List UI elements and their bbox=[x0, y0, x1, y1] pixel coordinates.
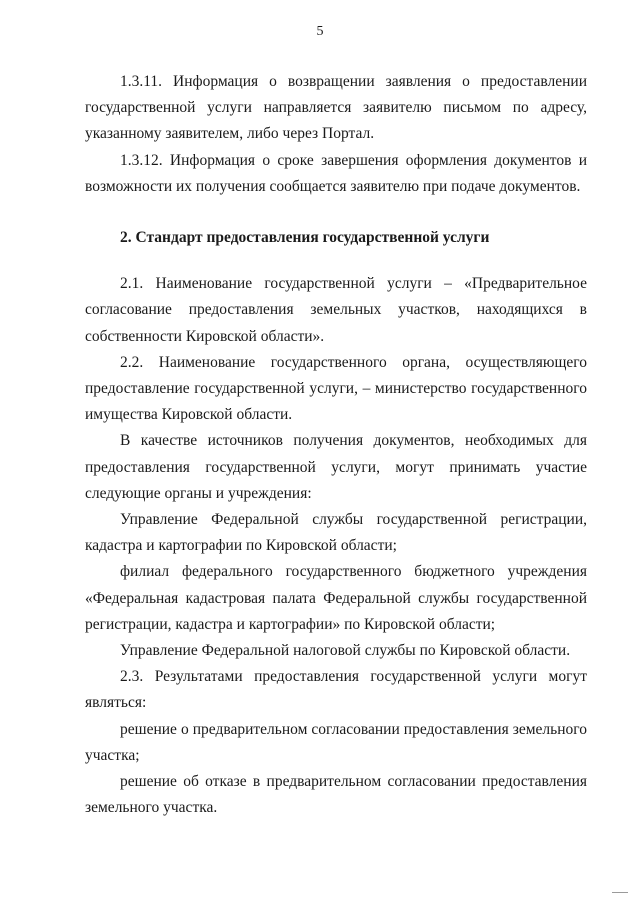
page-number: 5 bbox=[316, 24, 324, 39]
section-heading: 2. Стандарт предоставления государственной услуги bbox=[120, 229, 490, 247]
paragraph-1-3-11: 1.3.11. Информация о возвращении заявления о предоставлении государственной услуги направляется заявителю письмом по адресу, указанному заявителем, либо через Портал. bbox=[85, 73, 587, 143]
scan-mark bbox=[612, 892, 628, 893]
paragraph-rosreestr: Управление Федеральной службы государственной регистрации, кадастра и картографии по Кировской области; bbox=[85, 511, 587, 555]
paragraph-2-3: 2.3. Результатами предоставления государственной услуги могут являться: bbox=[85, 668, 587, 712]
paragraph-tax-service: Управление Федеральной налоговой службы по Кировской области. bbox=[120, 642, 571, 660]
paragraph-2-1: 2.1. Наименование государственной услуги – «Предварительное согласование предоставления земельных участков, находящихся в собственности Кировской области». bbox=[85, 275, 587, 345]
paragraph-sources-intro: В качестве источников получения документов, необходимых для предоставления государственной услуги, могут принимать участие следующие органы и учреждения: bbox=[85, 432, 587, 502]
paragraph-result-approval: решение о предварительном согласовании предоставления земельного участка; bbox=[85, 720, 587, 764]
paragraph-1-3-12: 1.3.12. Информация о сроке завершения оформления документов и возможности их получения сообщается заявителю при подаче документов. bbox=[85, 151, 587, 195]
paragraph-cadastral-chamber: филиал федерального государственного бюджетного учреждения «Федеральная кадастровая палата Федеральной службы государственной регистрации, кадастра и картографии» по Кировской области; bbox=[85, 563, 587, 633]
paragraph-result-refusal: решение об отказе в предварительном согласовании предоставления земельного участка. bbox=[85, 773, 587, 817]
page-body bbox=[85, 69, 587, 821]
paragraph-2-2: 2.2. Наименование государственного органа, осуществляющего предоставление государственной услуги, – министерство государственного имущества Кировской области. bbox=[85, 353, 587, 424]
